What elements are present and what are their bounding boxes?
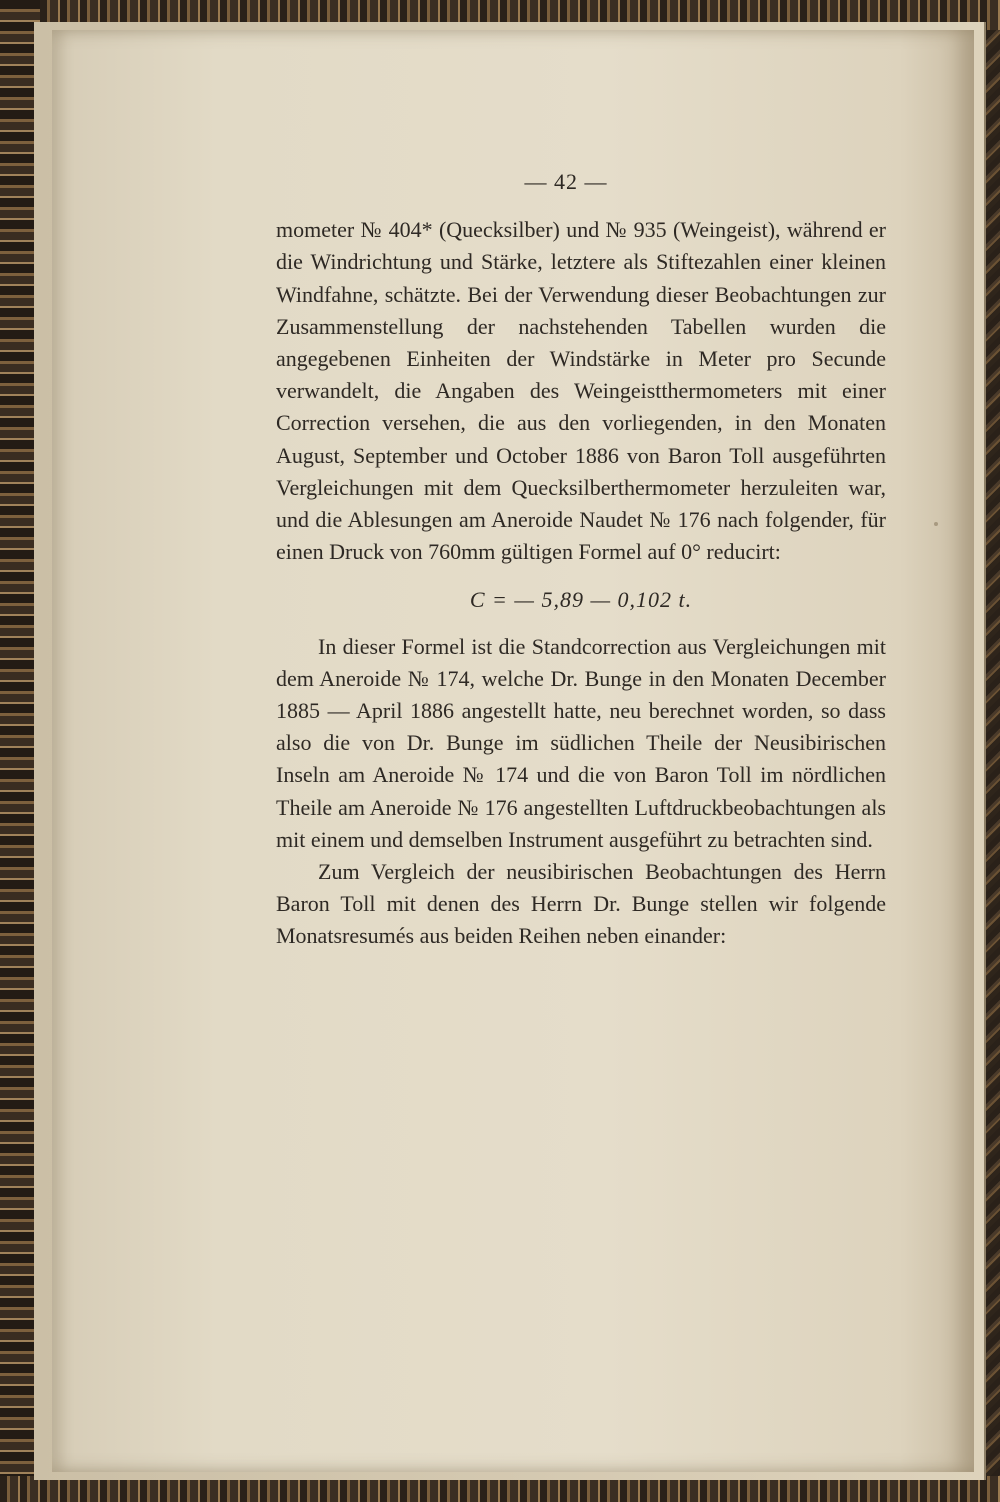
paper-speck: [934, 522, 938, 526]
paragraph-instrument-readings: mometer № 404* (Quecksilber) und № 935 (Weingeist), während er die Windrichtung und Stärke, letztere als Stiftezahlen einer kleinen Windfahne, schätzte. Bei der Verwendung dieser Beobachtungen zur Zusammenstellung der nachstehenden Tabellen wurden die angegebenen Einheiten der Windstärke in Meter pro Secunde verwandelt, die Angaben des Weingeistthermometers mit einer Correction versehen, die aus den vorliegenden, in den Monaten August, September und October 1886 von Baron Toll ausgeführten Vergleichungen mit dem Quecksilberthermometer herzuleiten war, und die Ablesungen am Aneroide Naudet № 176 nach folgender, für einen Druck von 760mm gültigen Formel auf 0° reducirt:: [276, 217, 886, 565]
page-number: — 42 —: [524, 169, 608, 194]
paragraph-standcorrection: In dieser Formel ist die Standcorrection aus Vergleichungen mit dem Aneroide № 174, welche Dr. Bunge in den Monaten December 1885 — April 1886 angestellt hatte, neu berechnet worden, so dass also die von Dr. Bunge im südlichen Theile der Neusibirischen Inseln am Aneroide № 174 und die von Baron Toll im nördlichen Theile am Aneroide № 176 angestellten Luftdruckbeobachtungen als mit einem und demselben Instrument ausgeführt zu betrachten sind.: [276, 633, 886, 852]
page-text: [276, 166, 886, 953]
paragraph-comparison: Zum Vergleich der neusibirischen Beobachtungen des Herrn Baron Toll mit denen des Herrn Dr. Bunge stellen wir folgende Monatsresumés aus beiden Reihen neben einander:: [276, 859, 886, 949]
correction-formula: C = — 5,89 — 0,102 t.: [469, 587, 693, 613]
